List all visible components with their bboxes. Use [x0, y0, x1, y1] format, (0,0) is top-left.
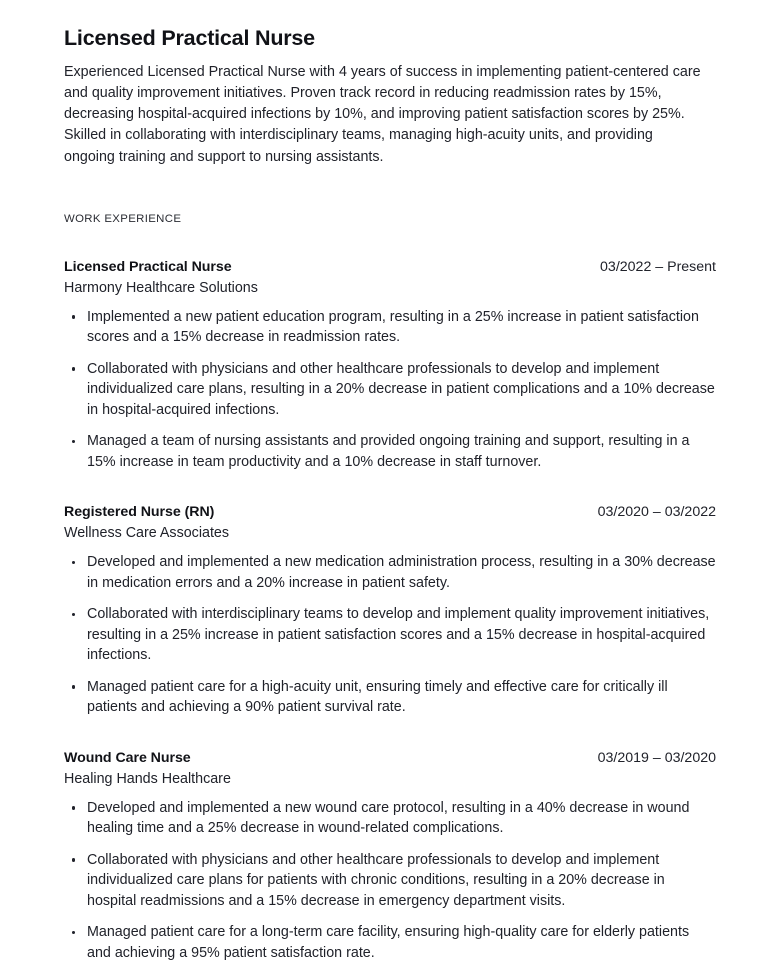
- job-date-range: 03/2022 – Present: [600, 258, 716, 275]
- job-bullet-text: Implemented a new patient education program, resulting in a 25% increase in patient satisfaction scores and a 15% decrease in readmission rates.: [87, 308, 699, 346]
- job-bullet: [64, 798, 716, 839]
- bullet-dot-icon: [72, 440, 75, 443]
- section-heading-work-experience: WORK EXPERIENCE: [64, 212, 182, 225]
- job-company: Wellness Care Associates: [64, 525, 230, 542]
- work-experience-entry: [64, 750, 716, 964]
- bullet-dot-icon: [72, 806, 75, 809]
- job-bullet-text: Managed patient care for a high-acuity unit, ensuring timely and effective care for critically ill patients and achieving a 90% patient survival rate.: [87, 678, 668, 716]
- job-header: [64, 504, 716, 520]
- job-title: Licensed Practical Nurse: [64, 258, 232, 275]
- work-experience-entry: [64, 259, 716, 473]
- job-title: Registered Nurse (RN): [64, 504, 215, 521]
- job-date-range: 03/2019 – 03/2020: [597, 749, 716, 766]
- bullet-dot-icon: [72, 858, 75, 861]
- job-bullet-list: [64, 798, 716, 964]
- job-header: [64, 750, 716, 766]
- bullet-dot-icon: [72, 367, 75, 370]
- bullet-dot-icon: [72, 315, 75, 318]
- job-bullet: [64, 359, 716, 421]
- job-bullet-list: [64, 307, 716, 473]
- job-bullet: [64, 307, 716, 348]
- job-header: [64, 259, 716, 275]
- job-bullet: [64, 604, 716, 666]
- professional-summary: Experienced Licensed Practical Nurse with 4 years of success in implementing patient-centered care and quality improvement initiatives. Proven track record in reducing readmission rates by 15%, decreasing hospital-acquired infections by 10%, and improving patient satisfaction scores by 25%. Skilled in collaborating with interdisciplinary teams, managing high-acuity units, and providing ongoing training and support to nursing assistants.: [64, 63, 701, 165]
- job-date-range: 03/2020 – 03/2022: [597, 504, 716, 521]
- job-bullet-text: Developed and implemented a new wound care protocol, resulting in a 40% decrease in wound healing time and a 25% decrease in wound-related complications.: [87, 799, 690, 837]
- job-bullet: [64, 431, 716, 472]
- job-bullet: [64, 922, 716, 963]
- job-bullet-list: [64, 552, 716, 718]
- job-company: Healing Hands Healthcare: [64, 770, 231, 787]
- job-bullet-text: Collaborated with physicians and other healthcare professionals to develop and implement individualized care plans for patients with chronic conditions, resulting in a 20% decrease in hospital readmissions and a 15% decrease in emergency department visits.: [87, 851, 665, 909]
- bullet-dot-icon: [72, 613, 75, 616]
- work-experience-entry: [64, 504, 716, 718]
- job-bullet: [64, 850, 716, 912]
- job-bullet-text: Managed patient care for a long-term care facility, ensuring high-quality care for elderly patients and achieving a 95% patient satisfaction rate.: [87, 924, 690, 961]
- bullet-dot-icon: [72, 561, 75, 564]
- bullet-dot-icon: [72, 685, 75, 688]
- job-bullet-text: Developed and implemented a new medication administration process, resulting in a 30% decrease in medication errors and a 20% increase in patient safety.: [87, 554, 716, 591]
- job-bullet: [64, 677, 716, 718]
- bullet-dot-icon: [72, 931, 75, 934]
- job-company: Harmony Healthcare Solutions: [64, 279, 258, 296]
- job-bullet: [64, 552, 716, 593]
- job-bullet-text: Collaborated with interdisciplinary teams to develop and implement quality improvement initiatives, resulting in a 25% increase in patient satisfaction scores and a 15% decrease in hospital-acquired infections.: [87, 606, 710, 664]
- job-bullet-text: Collaborated with physicians and other healthcare professionals to develop and implement individualized care plans, resulting in a 20% decrease in patient complications and a 10% decrease in hospital-acquired infections.: [87, 360, 715, 418]
- job-title: Wound Care Nurse: [64, 749, 191, 766]
- page-title: Licensed Practical Nurse: [64, 26, 315, 50]
- job-bullet-text: Managed a team of nursing assistants and provided ongoing training and support, resulting in a 15% increase in team productivity and a 10% decrease in staff turnover.: [87, 433, 690, 470]
